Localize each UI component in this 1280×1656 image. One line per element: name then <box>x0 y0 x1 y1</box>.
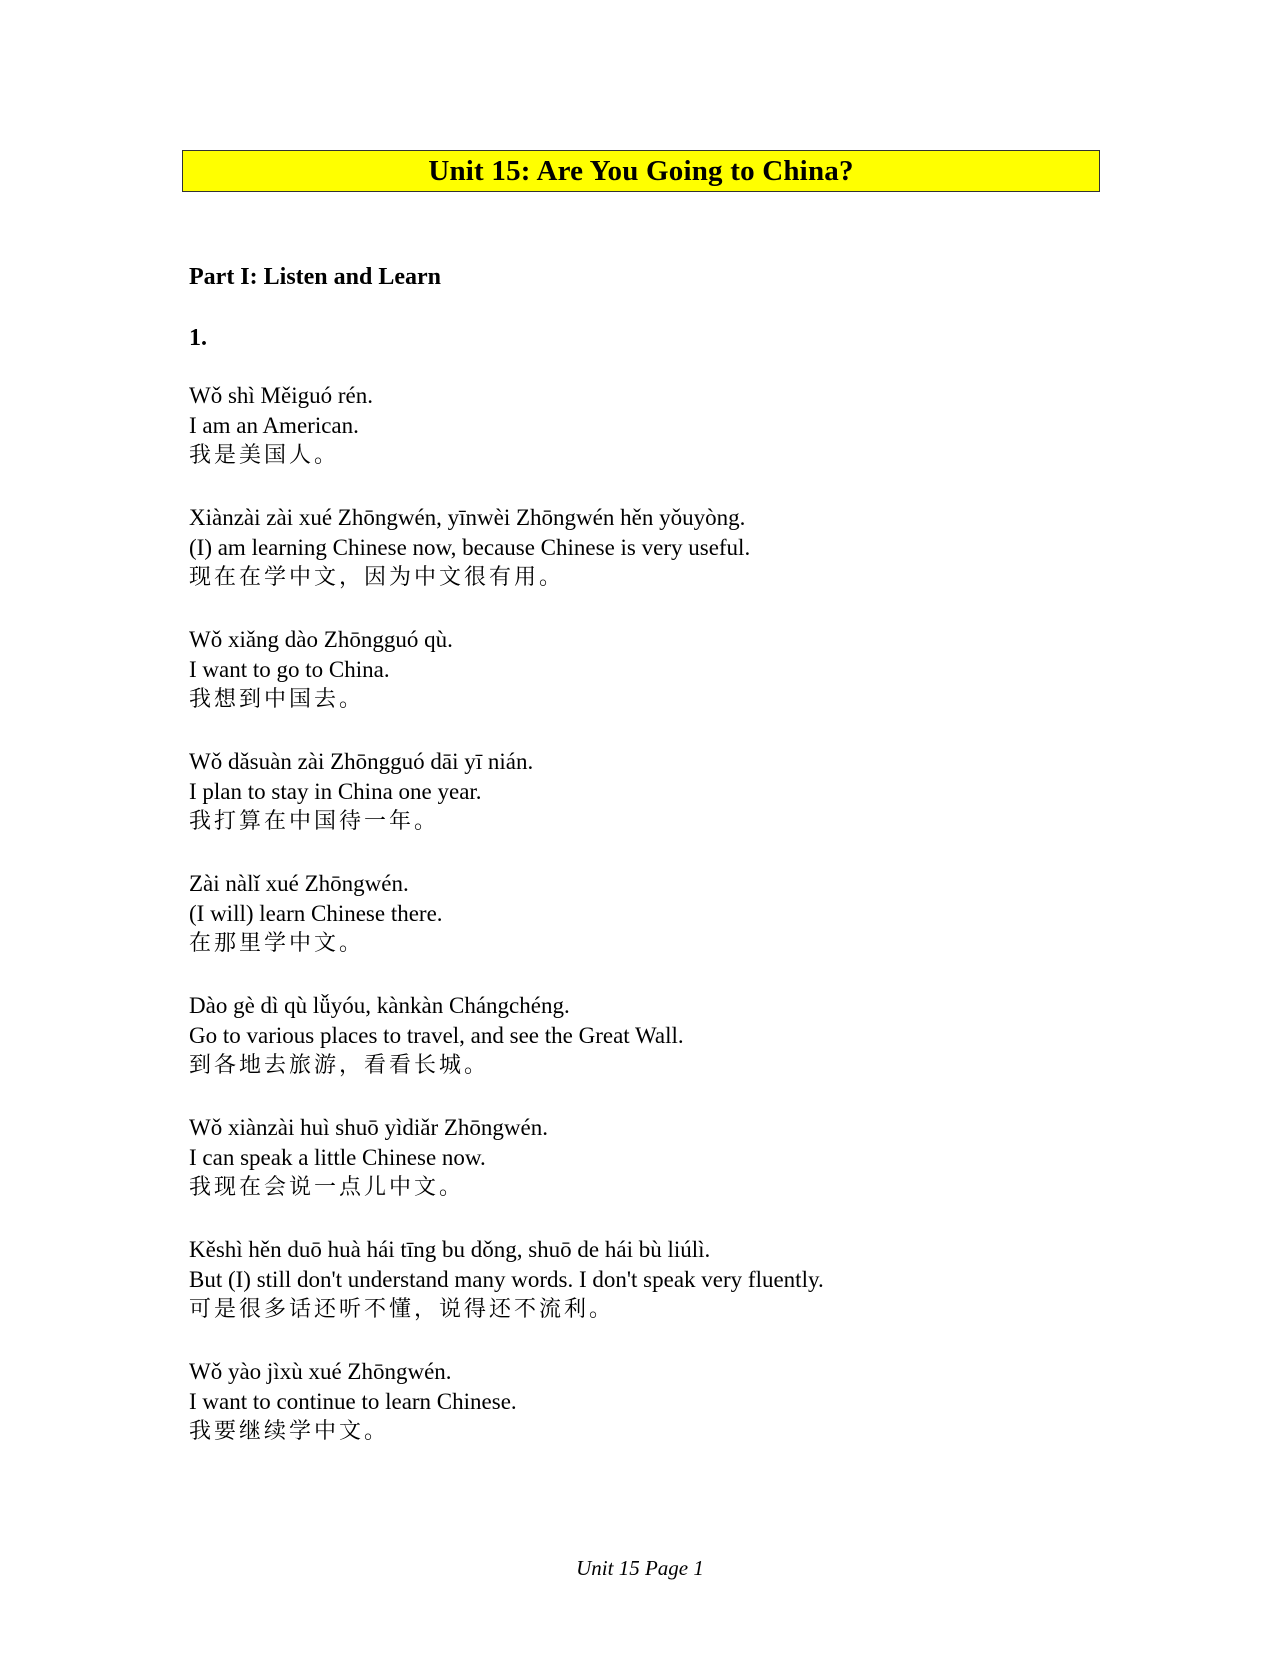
pinyin-line: Wǒ xiǎng dào Zhōngguó qù. <box>189 627 453 652</box>
chinese-line: 在那里学中文。 <box>189 931 365 956</box>
pinyin-line: Zài nàlǐ xué Zhōngwén. <box>189 871 409 896</box>
sentence-list <box>189 381 1189 1479</box>
sentence-entry <box>189 625 1189 747</box>
pinyin-line: Wǒ xiànzài huì shuō yìdiǎr Zhōngwén. <box>189 1115 548 1140</box>
chinese-line: 我现在会说一点儿中文。 <box>189 1175 465 1200</box>
english-line: I plan to stay in China one year. <box>189 779 482 804</box>
english-line: I want to continue to learn Chinese. <box>189 1389 517 1414</box>
english-line: (I) am learning Chinese now, because Chinese is very useful. <box>189 535 751 560</box>
part-heading: Part I: Listen and Learn <box>189 264 441 290</box>
chinese-line: 我是美国人。 <box>189 443 340 468</box>
chinese-line: 可是很多话还听不懂，说得还不流利。 <box>189 1297 615 1322</box>
english-line: (I will) learn Chinese there. <box>189 901 443 926</box>
chinese-line: 现在在学中文，因为中文很有用。 <box>189 565 565 590</box>
pinyin-line: Kěshì hěn duō huà hái tīng bu dǒng, shuō de hái bù liúlì. <box>189 1237 711 1262</box>
english-line: I am an American. <box>189 413 359 438</box>
sentence-entry <box>189 1113 1189 1235</box>
sentence-entry <box>189 991 1189 1113</box>
chinese-line: 我想到中国去。 <box>189 687 365 712</box>
pinyin-line: Wǒ shì Měiguó rén. <box>189 383 373 408</box>
sentence-entry <box>189 1357 1189 1479</box>
pinyin-line: Dào gè dì qù lǚyóu, kànkàn Chángchéng. <box>189 993 570 1018</box>
pinyin-line: Wǒ dǎsuàn zài Zhōngguó dāi yī nián. <box>189 749 534 774</box>
pinyin-line: Wǒ yào jìxù xué Zhōngwén. <box>189 1359 452 1384</box>
english-line: I can speak a little Chinese now. <box>189 1145 486 1170</box>
chinese-line: 到各地去旅游，看看长城。 <box>189 1053 490 1078</box>
sentence-entry <box>189 869 1189 991</box>
pinyin-line: Xiànzài zài xué Zhōngwén, yīnwèi Zhōngwén hěn yǒuyòng. <box>189 505 746 530</box>
unit-title-box <box>182 150 1100 192</box>
sentence-entry <box>189 503 1189 625</box>
page-title: Unit 15: Are You Going to China? <box>428 154 854 187</box>
sentence-entry <box>189 747 1189 869</box>
item-number: 1. <box>189 325 207 351</box>
sentence-entry <box>189 1235 1189 1357</box>
english-line: Go to various places to travel, and see the Great Wall. <box>189 1023 684 1048</box>
chinese-line: 我要继续学中文。 <box>189 1419 390 1444</box>
sentence-entry <box>189 381 1189 503</box>
chinese-line: 我打算在中国待一年。 <box>189 809 440 834</box>
page-footer: Unit 15 Page 1 <box>576 1556 704 1580</box>
english-line: But (I) still don't understand many words. I don't speak very fluently. <box>189 1267 824 1292</box>
english-line: I want to go to China. <box>189 657 390 682</box>
